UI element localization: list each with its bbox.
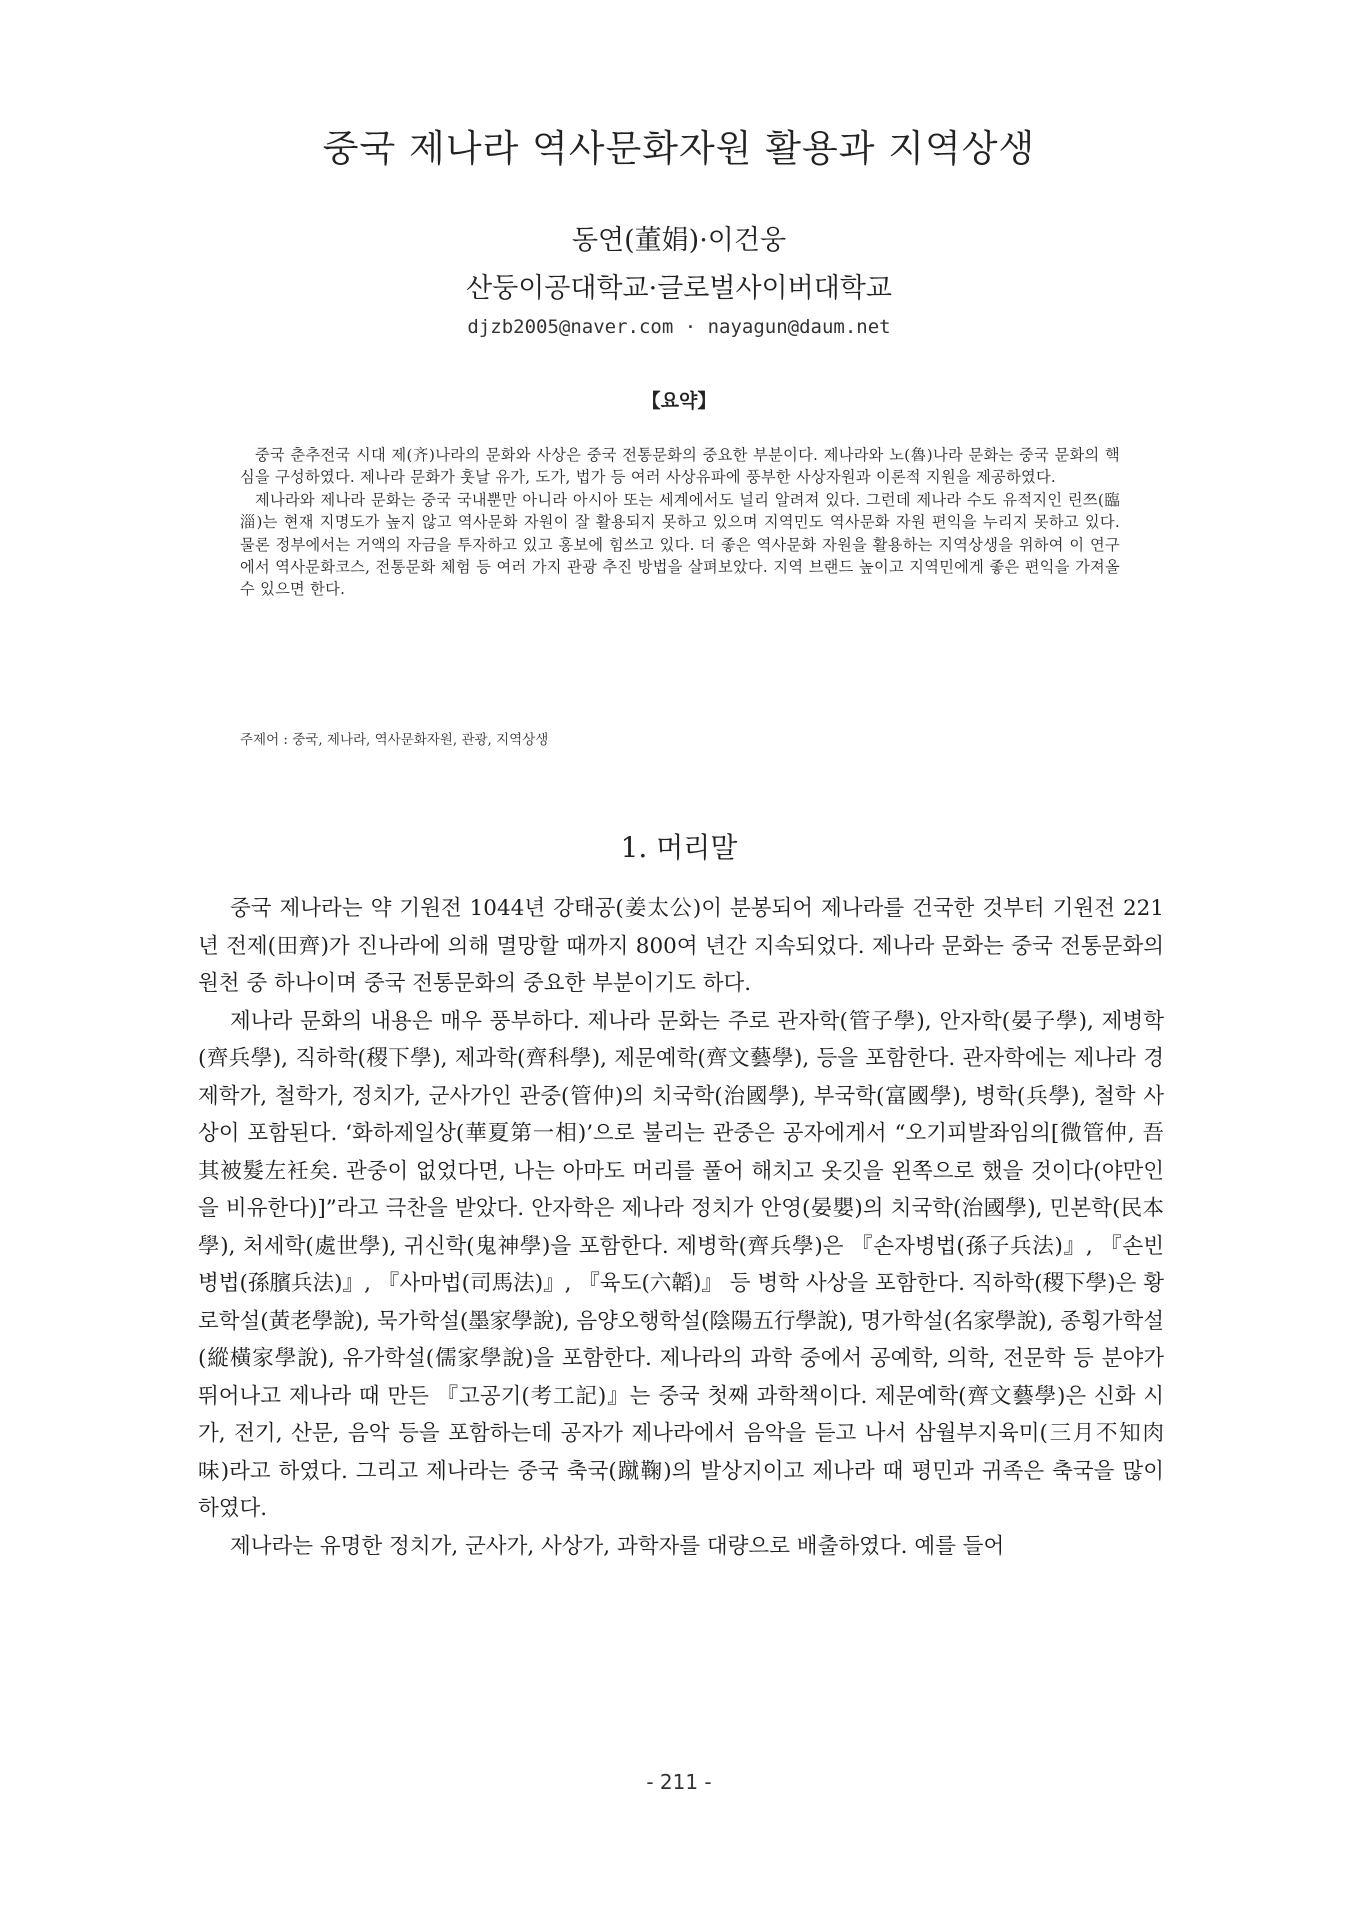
page-number: - 211 - xyxy=(646,1770,712,1794)
abstract-block xyxy=(240,444,1120,601)
section-heading: 1. 머리말 xyxy=(620,831,738,864)
abstract-paragraph: 중국 춘추전국 시대 제(齐)나라의 문화와 사상은 중국 전통문화의 중요한 부분이다. 제나라와 노(魯)나라 문화는 중국 문화의 핵심을 구성하였다. 제나라 문화가 훗날 유가, 도가, 법가 등 여러 사상유파에 풍부한 사상자원과 이론적 지원을 제공하였다. xyxy=(240,446,1120,487)
paper-title: 중국 제나라 역사문화자원 활용과 지역상생 xyxy=(322,127,1036,170)
author-names: 동연(董娟)·이건웅 xyxy=(571,225,787,256)
abstract-heading: 【요약】 xyxy=(641,390,717,412)
keywords-line: 주제어 : 중국, 제나라, 역사문화자원, 관광, 지역상생 xyxy=(240,732,549,748)
author-affiliation: 산둥이공대학교·글로벌사이버대학교 xyxy=(466,273,892,304)
body-paragraph: 제나라 문화의 내용은 매우 풍부하다. 제나라 문화는 주로 관자학(管子學), 안자학(晏子學), 제병학(齊兵學), 직하학(稷下學), 제과학(齊科學), 제문예학(齊文藝學), 등을 포함한다. 관자학에는 제나라 경제학가, 철학가, 정치가, 군사가인 관중(管仲)의 치국학(治國學), 부국학(富國學), 병학(兵學), 철학 사상이 포함된다. ‘화하제일상(華夏第一相)’으로 불리는 관중은 공자에게서 “오기피발좌임의[微管仲, 吾其被髮左衽矣. 관중이 없었다면, 나는 아마도 머리를 풀어 해치고 옷깃을 왼쪽으로 했을 것이다(야만인을 비유한다)]”라고 극찬을 받았다. 안자학은 제나라 정치가 안영(晏嬰)의 치국학(治國學), 민본학(民本學), 처세학(處世學), 귀신학(鬼神學)을 포함한다. 제병학(齊兵學)은 『손자병법(孫子兵法)』, 『손빈병법(孫臏兵法)』, 『사마법(司馬法)』, 『육도(六韜)』 등 병학 사상을 포함한다. 직하학(稷下學)은 황로학설(黃老學說), 묵가학설(墨家學說), 음양오행학설(陰陽五行學說), 명가학설(名家學說), 종횡가학설(縱橫家學說), 유가학설(儒家學說)을 포함한다. 제나라의 과학 중에서 공예학, 의학, 전문학 등 분야가 뛰어나고 제나라 때 만든 『고공기(考工記)』는 중국 첫째 과학책이다. 제문예학(齊文藝學)은 신화 시가, 전기, 산문, 음악 등을 포함하는데 공자가 제나라에서 음악을 듣고 나서 삼월부지육미(三月不知肉味)라고 하였다. 그리고 제나라는 중국 축국(蹴鞠)의 발상지이고 제나라 때 평민과 귀족은 축국을 많이 하였다. xyxy=(198,1008,1164,1521)
author-emails: djzb2005@naver.com · nayagun@daum.net xyxy=(467,316,891,338)
body-text xyxy=(198,890,1164,1565)
body-paragraph: 중국 제나라는 약 기원전 1044년 강태공(姜太公)이 분봉되어 제나라를 건국한 것부터 기원전 221년 전제(田齊)가 진나라에 의해 멸망할 때까지 800여 년간 지속되었다. 제나라 문화는 중국 전통문화의 원천 중 하나이며 중국 전통문화의 중요한 부분이기도 하다. xyxy=(198,896,1164,996)
body-paragraph: 제나라는 유명한 정치가, 군사가, 사상가, 과학자를 대량으로 배출하였다. 예를 들어 xyxy=(230,1533,1005,1559)
abstract-paragraph: 제나라와 제나라 문화는 중국 국내뿐만 아니라 아시아 또는 세계에서도 널리 알려져 있다. 그런데 제나라 수도 유적지인 린쯔(臨淄)는 현재 지명도가 높지 않고 역사문화 자원이 잘 활용되지 못하고 있으며 지역민도 역사문화 자원 편익을 누리지 못하고 있다. 물론 정부에서는 거액의 자금을 투자하고 있고 홍보에 힘쓰고 있다. 더 좋은 역사문화 자원을 활용하는 지역상생을 위하여 이 연구에서 역사문화코스, 전통문화 체험 등 여러 가지 관광 추진 방법을 살펴보았다. 지역 브랜드 높이고 지역민에게 좋은 편익을 가져올 수 있으면 한다. xyxy=(240,490,1120,599)
